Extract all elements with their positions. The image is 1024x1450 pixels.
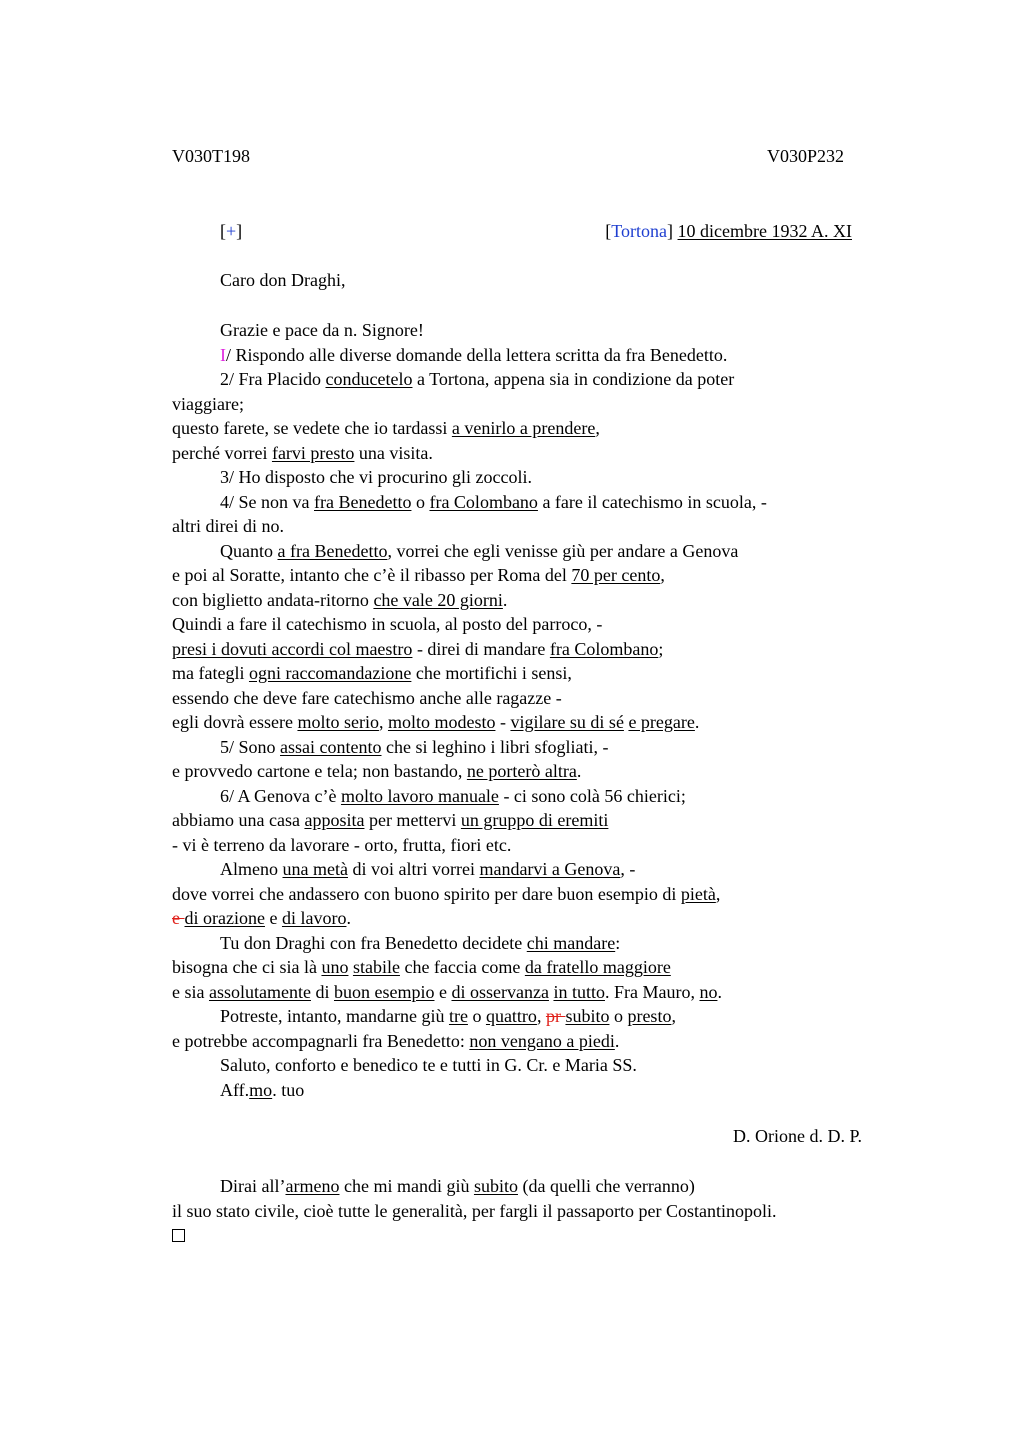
line: Quindi a fare il catechismo in scuola, al posto del parroco, - bbox=[172, 614, 603, 634]
line: Almeno una metà di voi altri vorrei mandarvi a Genova, - bbox=[220, 859, 636, 879]
letter-body bbox=[172, 318, 872, 1102]
line: Aff.mo. tuo bbox=[220, 1079, 305, 1100]
signature: D. Orione d. D. P. bbox=[733, 1126, 862, 1146]
line: 6/ A Genova c’è molto lavoro manuale - ci sono colà 56 chierici; bbox=[220, 785, 686, 806]
line: viaggiare; bbox=[172, 393, 244, 414]
deleted-text: pr bbox=[545, 1006, 566, 1026]
dateline: [Tortona] 10 dicembre 1932 A. XI bbox=[605, 221, 852, 241]
line: e provvedo cartone e tela; non bastando, ne porterò altra. bbox=[172, 761, 582, 781]
line: I/ Rispondo alle diverse domande della lettera scritta da fra Benedetto. bbox=[220, 344, 728, 365]
end-mark bbox=[172, 1223, 872, 1248]
line: 4/ Se non va fra Benedetto o fra Colombano a fare il catechismo in scuola, - bbox=[220, 491, 767, 512]
line: Dirai all’armeno che mi mandi giù subito (da quelli che verranno) bbox=[220, 1176, 695, 1196]
place: Tortona bbox=[611, 221, 668, 241]
code-right: V030P232 bbox=[766, 146, 844, 166]
line: 3/ Ho disposto che vi procurino gli zoccoli. bbox=[220, 467, 532, 487]
line: altri direi di no. bbox=[172, 516, 284, 536]
line: Saluto, conforto e benedico te e tutti in G. Cr. e Maria SS. bbox=[220, 1055, 637, 1075]
line: presi i dovuti accordi col maestro - direi di mandare fra Colombano; bbox=[172, 638, 664, 659]
line: il suo stato civile, cioè tutte le generalità, per fargli il passaporto per Costantinopoli. bbox=[172, 1200, 777, 1221]
line: ma fategli ogni raccomandazione che mortifichi i sensi, bbox=[172, 663, 572, 683]
line: e sia assolutamente di buon esempio e di osservanza in tutto. Fra Mauro, no. bbox=[172, 981, 722, 1002]
end-box-icon bbox=[172, 1229, 185, 1242]
deleted-text: e bbox=[172, 908, 185, 928]
line: abbiamo una casa apposita per mettervi un gruppo di eremiti bbox=[172, 810, 609, 830]
line: Tu don Draghi con fra Benedetto decidete chi mandare: bbox=[220, 932, 621, 953]
line: 2/ Fra Placido conducetelo a Tortona, appena sia in condizione da poter bbox=[220, 369, 735, 389]
line: 5/ Sono assai contento che si leghino i libri sfogliati, - bbox=[220, 736, 609, 757]
line: essendo che deve fare catechismo anche alle ragazze - bbox=[172, 687, 562, 708]
line: Grazie e pace da n. Signore! bbox=[220, 320, 424, 340]
line: - vi è terreno da lavorare - orto, frutta, fiori etc. bbox=[172, 834, 512, 855]
date: 10 dicembre 1932 A. XI bbox=[677, 221, 852, 241]
line: con biglietto andata-ritorno che vale 20 giorni. bbox=[172, 589, 508, 610]
line: questo farete, se vedete che io tardassi a venirlo a prendere, bbox=[172, 418, 600, 438]
salutation: Caro don Draghi, bbox=[220, 270, 346, 290]
line: e di orazione e di lavoro. bbox=[172, 908, 351, 928]
postscript bbox=[172, 1174, 872, 1248]
line: e poi al Soratte, intanto che c’è il ribasso per Roma del 70 per cento, bbox=[172, 565, 665, 585]
line: perché vorrei farvi presto una visita. bbox=[172, 442, 433, 463]
line: Quanto a fra Benedetto, vorrei che egli venisse giù per andare a Genova bbox=[220, 540, 739, 561]
cross-mark: [+] bbox=[220, 221, 243, 241]
line: egli dovrà essere molto serio, molto modesto - vigilare su di sé e pregare. bbox=[172, 712, 700, 732]
code-left: V030T198 bbox=[172, 146, 250, 166]
line: bisogna che ci sia là uno stabile che faccia come da fratello maggiore bbox=[172, 957, 671, 977]
archive-codes bbox=[172, 146, 844, 167]
line: Potreste, intanto, mandarne giù tre o quattro, pr subito o presto, bbox=[220, 1006, 676, 1026]
line: e potrebbe accompagnarli fra Benedetto: non vengano a piedi. bbox=[172, 1030, 620, 1051]
line: dove vorrei che andassero con buono spirito per dare buon esempio di pietà, bbox=[172, 883, 721, 904]
